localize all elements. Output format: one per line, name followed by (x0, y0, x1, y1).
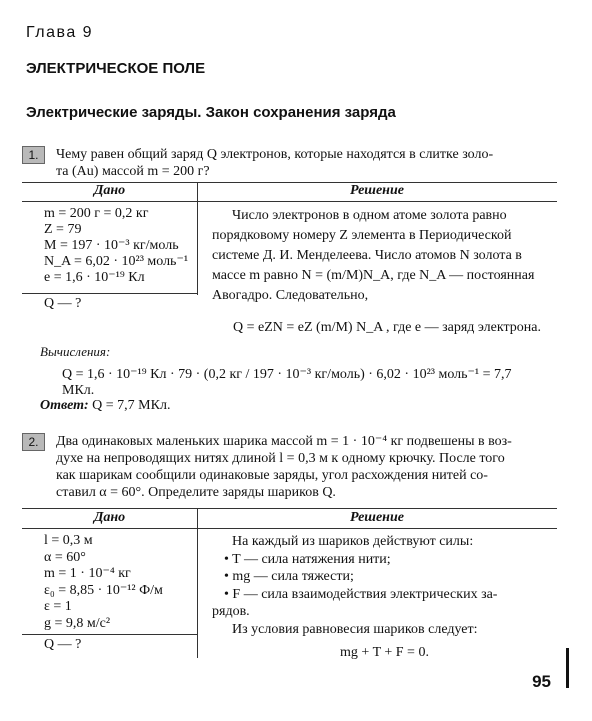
solution-line: Из условия равновесия шариков следует: (232, 621, 478, 637)
table-2-top-rule (22, 508, 557, 509)
given-item: ε = 1 (44, 599, 72, 614)
problem-2-given (44, 533, 163, 632)
problem-number-badge: 1. (22, 146, 45, 164)
given-item: N_A = 6,02 · 10²³ моль⁻¹ (44, 254, 189, 269)
table-1-solution-header: Решение (350, 183, 404, 198)
problem-1-number (22, 146, 45, 164)
chapter-title: ЭЛЕКТРИЧЕСКОЕ ПОЛЕ (26, 60, 206, 77)
problem-number-badge: 2. (22, 433, 45, 451)
table-2-solution-header: Решение (350, 510, 404, 525)
problem-2-line: ставил α = 60°. Определите заряды шариков Q. (56, 485, 336, 500)
solution-line: На каждый из шариков действуют силы: (232, 534, 474, 549)
problem-1-find: Q — ? (44, 296, 82, 311)
table-2-given-rule (22, 634, 197, 635)
table-2-divider (197, 508, 198, 658)
solution-line: Число электронов в одном атоме золота равно (232, 208, 507, 223)
problem-2-find: Q — ? (44, 637, 82, 652)
table-1-divider (197, 182, 198, 295)
table-2-header-rule (22, 528, 557, 529)
problem-2-solution (212, 533, 557, 662)
problem-2-line: духе на непроводящих нитях длиной l = 0,3 м к одному крючку. После того (56, 451, 505, 466)
problem-1-given (44, 206, 188, 286)
given-item: ε₀ = 8,85 · 10⁻¹² Ф/м (44, 582, 163, 598)
given-item: m = 200 г = 0,2 кг (44, 206, 149, 221)
solution-line: рядов. (212, 604, 250, 619)
solution-line: системе Д. И. Менделеева. Число атомов N золота в (212, 248, 522, 263)
problem-2-line: как шарикам сообщили одинаковые заряды, угол расхождения нитей со- (56, 468, 488, 483)
solution-formula: Q = eZN = eZ (m/M) N_A , где e — заряд электрона. (232, 320, 541, 335)
equilibrium-formula: mg + T + F = 0. (340, 645, 429, 660)
problem-1-solution (212, 206, 562, 338)
answer-value: Q = 7,7 МКл. (92, 398, 171, 413)
problem-1-line-2: та (Au) массой m = 200 г? (56, 164, 210, 179)
calc-label: Вычисления: (40, 344, 111, 359)
table-2-given-header: Дано (93, 510, 126, 525)
given-item: α = 60° (44, 549, 86, 565)
page-number-bar (566, 648, 569, 688)
calc-formula: Q = 1,6 · 10⁻¹⁹ Кл · 79 · (0,2 кг / 197 · 10⁻³ кг/моль) · 6,02 · 10²³ моль⁻¹ = 7,7 МКл. (62, 367, 512, 398)
solution-line: Авогадро. Следовательно, (212, 288, 369, 303)
given-item: Z = 79 (44, 222, 82, 237)
section-title: Электрические заряды. Закон сохранения заряда (26, 104, 396, 121)
solution-line: • T — сила натяжения нити; (224, 551, 391, 567)
given-item: M = 197 · 10⁻³ кг/моль (44, 238, 179, 253)
given-item: m = 1 · 10⁻⁴ кг (44, 566, 131, 581)
problem-2-number (22, 433, 45, 451)
problem-1-line-1: Чему равен общий заряд Q электронов, которые находятся в слитке золо- (56, 147, 494, 162)
answer-label: Ответ: (40, 398, 89, 413)
given-item: l = 0,3 м (44, 533, 93, 548)
problem-2-line: Два одинаковых маленьких шарика массой m = 1 · 10⁻⁴ кг подвешены в воз- (56, 434, 512, 449)
table-1-given-rule (22, 293, 197, 294)
page-number: 95 (532, 672, 551, 691)
given-item: e = 1,6 · 10⁻¹⁹ Кл (44, 270, 145, 285)
table-1-header-rule (22, 201, 557, 202)
solution-line: • F — сила взаимодействия электрических за- (224, 586, 498, 602)
chapter-label: Глава 9 (26, 24, 94, 41)
solution-line: массе m равно N = (m/M)N_A, где N_A — постоянная (212, 268, 535, 283)
given-item: g = 9,8 м/с² (44, 615, 111, 631)
problem-2-text (56, 433, 566, 501)
table-1-given-header: Дано (93, 183, 126, 198)
problem-1-answer (40, 398, 170, 414)
solution-line: • mg — сила тяжести; (224, 569, 354, 584)
solution-line: порядковому номеру Z элемента в Периодической (212, 228, 512, 243)
problem-1-text (56, 146, 566, 180)
